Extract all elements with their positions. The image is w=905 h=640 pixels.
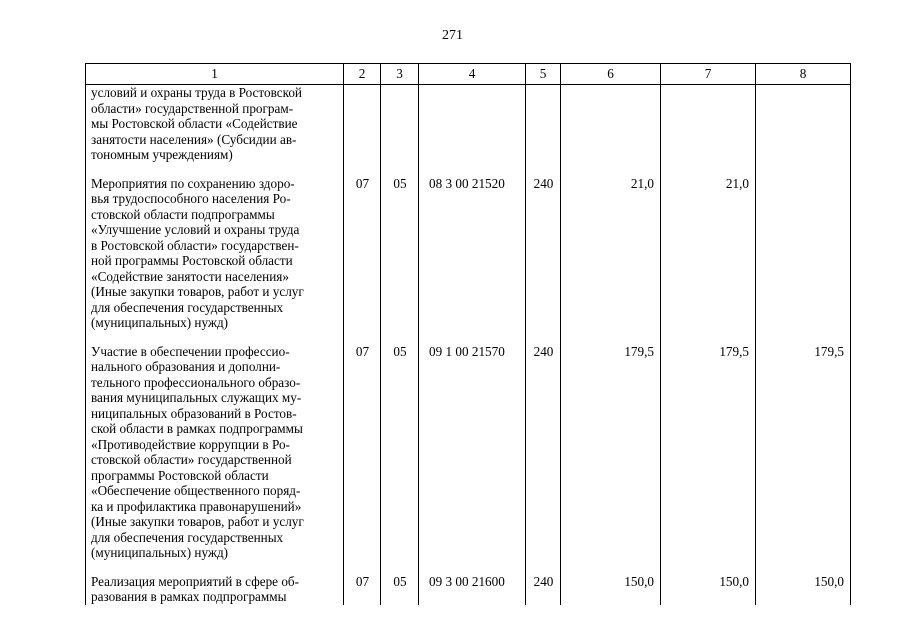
row-subsection: 05 <box>381 561 419 605</box>
row-target-code <box>419 85 526 163</box>
header-col-4: 4 <box>419 64 526 85</box>
row-section: 07 <box>344 561 381 605</box>
row-section <box>344 85 381 163</box>
row-amount-1 <box>561 85 661 163</box>
row-amount-2: 21,0 <box>661 163 756 331</box>
budget-table <box>85 63 851 605</box>
table-row <box>86 331 851 561</box>
row-subsection: 05 <box>381 163 419 331</box>
row-description: Мероприятия по сохранению здоро- вья трудоспособного населения Ро- стовской области подпрограммы «Улучшение условий и охраны труда в Ростовской области» государствен- ной программы Ростовской области «Содействие занятости населения» (Иные закупки товаров, работ и услуг для обеспечения государственных (муниципальных) нужд) <box>86 163 344 331</box>
row-amount-3: 150,0 <box>756 561 851 605</box>
header-col-3: 3 <box>381 64 419 85</box>
header-col-2: 2 <box>344 64 381 85</box>
row-amount-2: 179,5 <box>661 331 756 561</box>
table-row <box>86 85 851 163</box>
row-section: 07 <box>344 331 381 561</box>
row-amount-2 <box>661 85 756 163</box>
row-target-code: 08 3 00 21520 <box>419 163 526 331</box>
header-col-5: 5 <box>526 64 561 85</box>
row-target-code: 09 1 00 21570 <box>419 331 526 561</box>
header-col-1: 1 <box>86 64 344 85</box>
header-col-6: 6 <box>561 64 661 85</box>
header-col-8: 8 <box>756 64 851 85</box>
row-amount-1: 179,5 <box>561 331 661 561</box>
table-header-row <box>86 64 851 85</box>
row-description: Участие в обеспечении профессио- нального образования и дополни- тельного профессионального образо- вания муниципальных служащих му- ниципальных образований в Ростов- ской области в рамках подпрограммы «Противодействие коррупции в Ро- стовской области» государственной программы Ростовской области «Обеспечение общественного поряд- ка и профилактика правонарушений» (Иные закупки товаров, работ и услуг для обеспечения государственных (муниципальных) нужд) <box>86 331 344 561</box>
row-amount-3 <box>756 163 851 331</box>
row-amount-2: 150,0 <box>661 561 756 605</box>
row-expense-type: 240 <box>526 163 561 331</box>
row-amount-3: 179,5 <box>756 331 851 561</box>
row-expense-type: 240 <box>526 561 561 605</box>
row-subsection: 05 <box>381 331 419 561</box>
row-amount-1: 21,0 <box>561 163 661 331</box>
header-col-7: 7 <box>661 64 756 85</box>
row-description: условий и охраны труда в Ростовской области» государственной програм- мы Ростовской области «Содействие занятости населения» (Субсидии ав- тономным учреждениям) <box>86 85 344 163</box>
row-expense-type: 240 <box>526 331 561 561</box>
row-target-code: 09 3 00 21600 <box>419 561 526 605</box>
row-amount-3 <box>756 85 851 163</box>
row-expense-type <box>526 85 561 163</box>
row-subsection <box>381 85 419 163</box>
row-amount-1: 150,0 <box>561 561 661 605</box>
row-section: 07 <box>344 163 381 331</box>
row-description: Реализация мероприятий в сфере об- разования в рамках подпрограммы <box>86 561 344 605</box>
page-number: 271 <box>442 28 463 43</box>
table-row <box>86 163 851 331</box>
table-row <box>86 561 851 605</box>
